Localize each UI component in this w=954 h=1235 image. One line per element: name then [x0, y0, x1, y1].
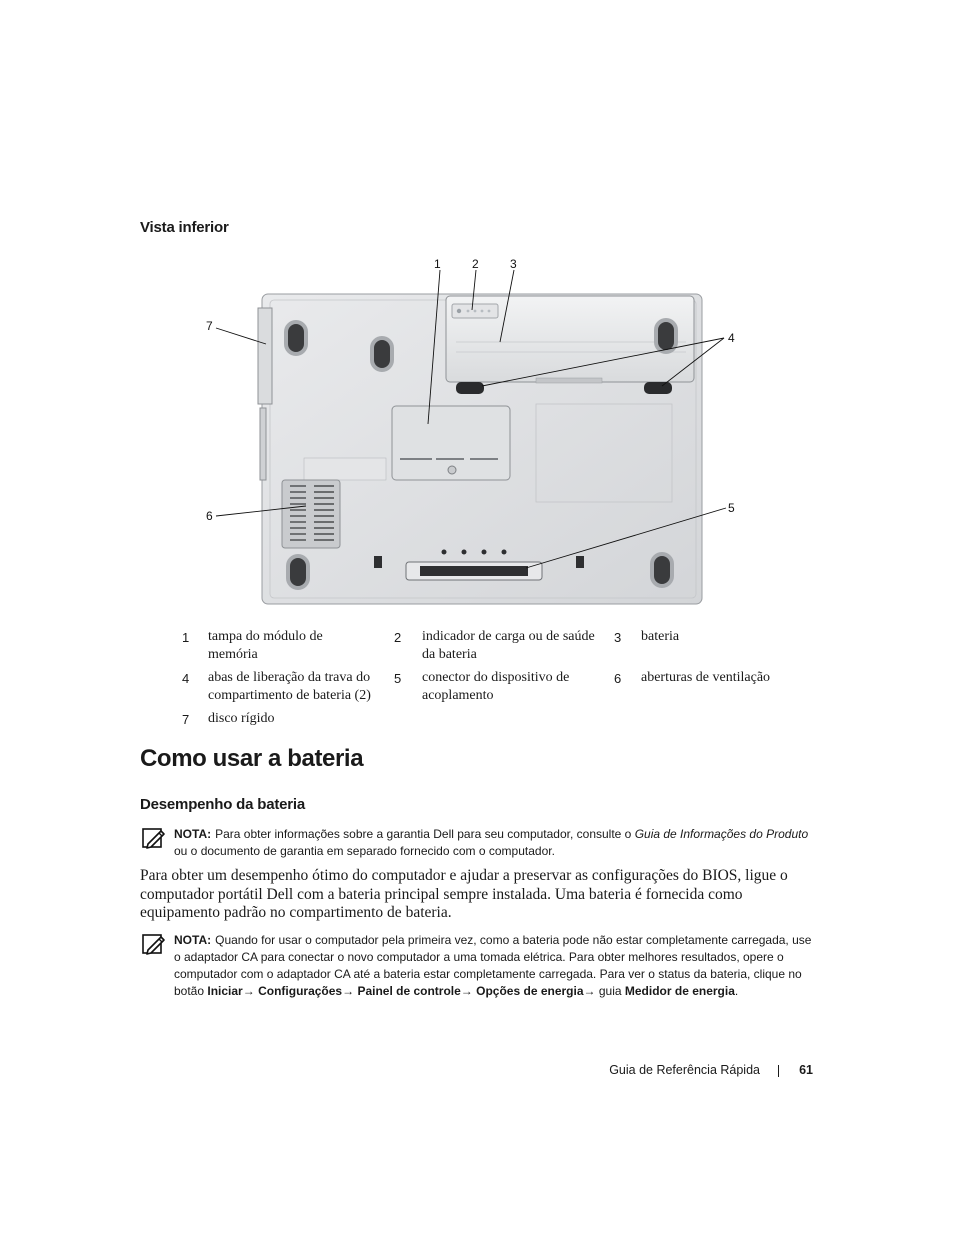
- page-number: 61: [799, 1063, 813, 1077]
- callout-5: 5: [728, 501, 735, 515]
- note-text-part: Para obter informações sobre a garantia Dell para seu computador, consulte o: [215, 827, 635, 841]
- legend-text: indicador de carga ou de saúde da bateria: [422, 629, 595, 662]
- legend-number: 1: [182, 630, 190, 645]
- note-text-part: Quando for usar o computador pela primeira vez, como a bateria pode não estar completamente carregada, use o adaptador CA para conectar o novo computador a uma tomada elétrica. Para obter melhores resultados, opere o computador com o adaptador CA até a bateria estar completamente carregada. Para ver o status da bateria, clique no botão: [174, 933, 812, 998]
- callout-2: 2: [472, 257, 479, 271]
- section-heading: Vista inferior: [140, 219, 229, 236]
- legend-number: 6: [614, 671, 622, 686]
- arrow: →: [342, 984, 355, 998]
- page-footer: [600, 1063, 815, 1083]
- callout-4: 4: [728, 331, 735, 345]
- air-vents: [282, 480, 340, 548]
- arrow: →: [460, 984, 473, 998]
- body-paragraph: Para obter um desempenho ótimo do computador e ajudar a preservar as configurações do BIOS, ligue o computador portátil Dell com a bateria principal sempre instalada. Uma bateria é fornecida como equipamento padrão no compartimento de bateria.: [140, 867, 788, 921]
- menu-path-medidor-de-energia: Medidor de energia: [624, 984, 735, 998]
- note-text-part: guia: [595, 984, 625, 998]
- legend-number: 2: [394, 630, 402, 645]
- note-text: [174, 932, 814, 1000]
- callout-6: 6: [206, 509, 213, 523]
- note-label: NOTA:: [174, 827, 212, 841]
- legend-text: disco rígido: [208, 711, 275, 726]
- callout-7: 7: [206, 319, 213, 333]
- note-text-part: ou o documento de garantia em separado fornecido com o computador.: [174, 844, 555, 858]
- menu-path-opcoes-de-energia: Opções de energia: [476, 984, 584, 998]
- pencil-note-icon: [142, 826, 166, 850]
- callout-1: 1: [434, 257, 441, 271]
- legend-number: 4: [182, 671, 190, 686]
- footer-title: Guia de Referência Rápida: [609, 1063, 760, 1077]
- note-box: [140, 932, 820, 1022]
- callout-3: 3: [510, 257, 517, 271]
- legend-text: conector do dispositivo de acoplamento: [422, 670, 570, 703]
- legend-text: tampa do módulo de memória: [208, 629, 323, 662]
- arrow: →: [242, 984, 255, 998]
- laptop-bottom-view-figure: [196, 252, 756, 612]
- legend-text: aberturas de ventilação: [641, 670, 771, 685]
- legend-text: bateria: [641, 629, 680, 644]
- menu-path-iniciar: Iniciar: [207, 984, 243, 998]
- note-text: [174, 826, 814, 860]
- document-title-reference: Guia de Informações do Produto: [634, 827, 809, 841]
- note-box: [140, 826, 820, 862]
- menu-path-painel-de-controle: Painel de controle: [357, 984, 461, 998]
- sub-heading: Desempenho da bateria: [140, 796, 306, 813]
- legend-number: 5: [394, 671, 402, 686]
- legend-number: 7: [182, 712, 190, 727]
- legend-text: abas de liberação da trava do compartimento de bateria (2): [208, 670, 371, 703]
- note-text-part: .: [734, 984, 739, 998]
- legend-number: 3: [614, 630, 622, 645]
- arrow: →: [583, 984, 596, 998]
- memory-module-cover: [392, 406, 510, 480]
- pencil-note-icon: [142, 932, 166, 956]
- menu-path-configuracoes: Configurações: [258, 984, 343, 998]
- note-label: NOTA:: [174, 933, 212, 947]
- page-title: Como usar a bateria: [140, 745, 364, 772]
- footer-separator: [778, 1065, 779, 1077]
